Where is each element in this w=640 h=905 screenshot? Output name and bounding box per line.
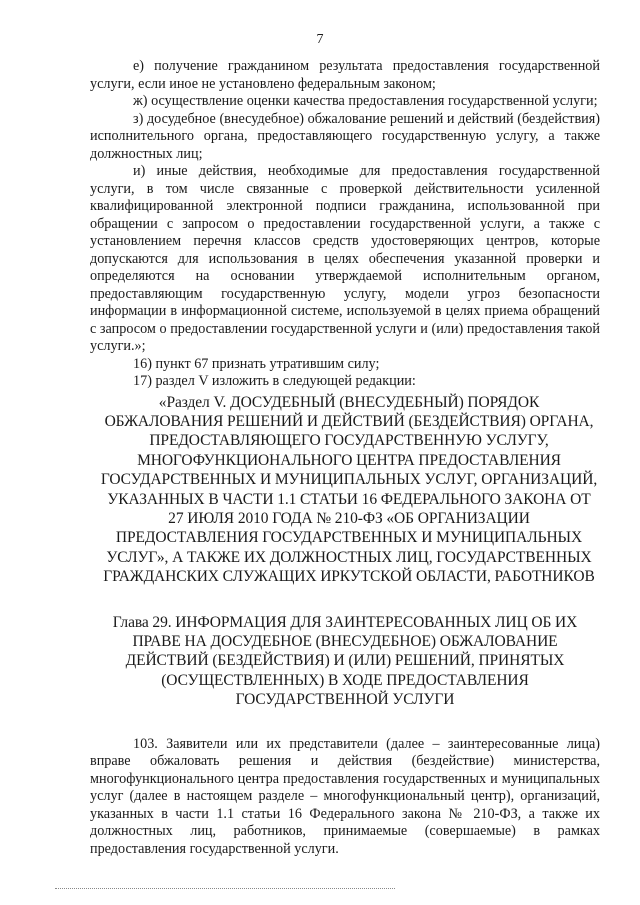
page-number: 7	[316, 32, 324, 47]
paragraph-item-e: е) получение гражданином результата предоставления государственной услуги, если иное не установлено федеральным законом;	[90, 58, 600, 92]
section-title: «Раздел V. ДОСУДЕБНЫЙ (ВНЕСУДЕБНЫЙ) ПОРЯДОК ОБЖАЛОВАНИЯ РЕШЕНИЙ И ДЕЙСТВИЙ (БЕЗДЕЙСТВИЯ) ОРГАНА, ПРЕДОСТАВЛЯЮЩЕГО ГОСУДАРСТВЕННУЮ УСЛУГУ, МНОГОФУНКЦИОНАЛЬНОГО ЦЕНТРА ПРЕДОСТАВЛЕНИЯ ГОСУДАРСТВЕННЫХ И МУНИЦИПАЛЬНЫХ УСЛУГ, ОРГАНИЗАЦИЙ, УКАЗАННЫХ В ЧАСТИ 1.1 СТАТЬИ 16 ФЕДЕРАЛЬНОГО ЗАКОНА ОТ 27 ИЮЛЯ 2010 ГОДА № 210-ФЗ «ОБ ОРГАНИЗАЦИИ ПРЕДОСТАВЛЕНИЯ ГОСУДАРСТВЕННЫХ И МУНИЦИПАЛЬНЫХ УСЛУГ», А ТАКЖЕ ИХ ДОЛЖНОСТНЫХ ЛИЦ, ГОСУДАРСТВЕННЫХ ГРАЖДАНСКИХ СЛУЖАЩИХ ИРКУТСКОЙ ОБЛАСТИ, РАБОТНИКОВ	[100, 393, 598, 586]
paragraph-103: 103. Заявители или их представители (далее – заинтересованные лица) вправе обжаловать решения и действия (бездействие) министерства, многофункционального центра предоставления государственных и муниципальных услуг (далее в настоящем разделе – многофункциональный центр), организаций, указанных в части 1.1 статьи 16 Федерального закона № 210-ФЗ, а также их должностных лиц, работников, принимаемые (совершаемые) в рамках предоставления государственной услуги.	[90, 735, 600, 857]
paragraph-item-16: 16) пункт 67 признать утратившим силу;	[133, 355, 380, 372]
paragraph-item-17: 17) раздел V изложить в следующей редакции:	[133, 373, 416, 389]
paragraph-item-i: и) иные действия, необходимые для предоставления государственной услуги, в том числе связанные с проверкой действительности усиленной квалифицированной электронной подписи гражданина, использованной при обращении с запросом о предоставлении государственной услуги, а также с установлением перечня классов средств удостоверяющих центров, которые допускаются для использования в целях обеспечения указанной проверки и определяются на основании утверждаемой исполнительным органом, предоставляющим государственную услугу, модели угроз безопасности информации в информационной системе, используемой в целях приема обращений с запросом о предоставлении государственной услуги и (или) предоставления такой услуги.»;	[90, 163, 600, 354]
chapter-title: Глава 29. ИНФОРМАЦИЯ ДЛЯ ЗАИНТЕРЕСОВАННЫХ ЛИЦ ОБ ИХ ПРАВЕ НА ДОСУДЕБНОЕ (ВНЕСУДЕБНОЕ) ОБЖАЛОВАНИЕ ДЕЙСТВИЙ (БЕЗДЕЙСТВИЯ) И (ИЛИ) РЕШЕНИЙ, ПРИНЯТЫХ (ОСУЩЕСТВЛЕННЫХ) В ХОДЕ ПРЕДОСТАВЛЕНИЯ ГОСУДАРСТВЕННОЙ УСЛУГИ	[112, 613, 578, 709]
document-body	[90, 58, 600, 858]
paragraph-item-zh: ж) осуществление оценки качества предоставления государственной услуги;	[133, 93, 598, 109]
paragraph-item-z: з) досудебное (внесудебное) обжалование решений и действий (бездействия) исполнительного органа, предоставляющего государственную услугу, а также должностных лиц;	[90, 110, 600, 162]
footer-divider	[55, 888, 395, 889]
